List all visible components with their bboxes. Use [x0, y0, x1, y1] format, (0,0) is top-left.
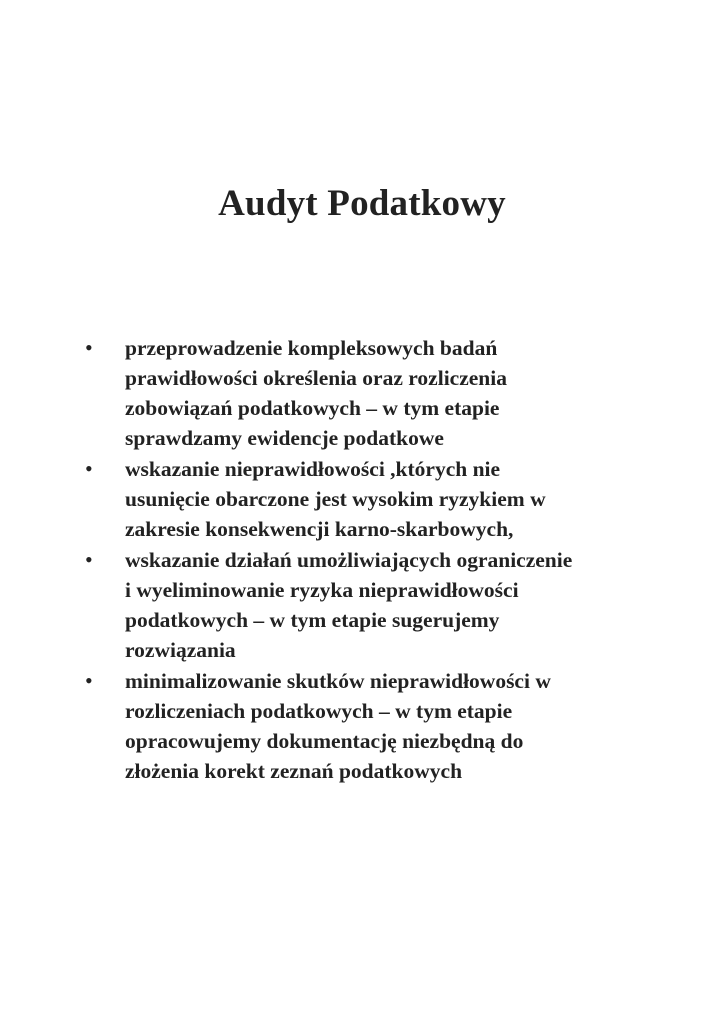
- bullet-icon: •: [85, 547, 93, 572]
- bullet-line: złożenia korekt zeznań podatkowych: [125, 759, 463, 783]
- bullet-icon: •: [85, 456, 93, 481]
- bullet-line: minimalizowanie skutków nieprawidłowości w: [125, 669, 551, 693]
- bullet-text: [125, 333, 645, 453]
- bullet-line: i wyeliminowanie ryzyka nieprawidłowości: [125, 578, 519, 602]
- bullet-line: wskazanie działań umożliwiających ograniczenie: [125, 548, 573, 572]
- bullet-list: [85, 333, 645, 787]
- bullet-line: rozliczeniach podatkowych – w tym etapie: [125, 699, 513, 723]
- bullet-line: sprawdzamy ewidencje podatkowe: [125, 426, 444, 450]
- bullet-item: [85, 545, 645, 665]
- bullet-item: [85, 454, 645, 544]
- bullet-line: podatkowych – w tym etapie sugerujemy: [125, 608, 500, 632]
- bullet-icon: •: [85, 335, 93, 360]
- bullet-line: usunięcie obarczone jest wysokim ryzykiem w: [125, 487, 546, 511]
- bullet-line: rozwiązania: [125, 638, 236, 662]
- bullet-item: [85, 333, 645, 453]
- bullet-text: [125, 454, 645, 544]
- bullet-line: zobowiązań podatkowych – w tym etapie: [125, 396, 500, 420]
- bullet-line: wskazanie nieprawidłowości ,których nie: [125, 457, 501, 481]
- bullet-line: opracowujemy dokumentację niezbędną do: [125, 729, 524, 753]
- bullet-item: [85, 666, 645, 786]
- page-title: Audyt Podatkowy: [218, 183, 506, 224]
- bullet-icon: •: [85, 668, 93, 693]
- bullet-text: [125, 545, 645, 665]
- bullet-text: [125, 666, 645, 786]
- bullet-line: zakresie konsekwencji karno-skarbowych,: [125, 517, 514, 541]
- bullet-line: przeprowadzenie kompleksowych badań: [125, 336, 498, 360]
- bullet-line: prawidłowości określenia oraz rozliczenia: [125, 366, 507, 390]
